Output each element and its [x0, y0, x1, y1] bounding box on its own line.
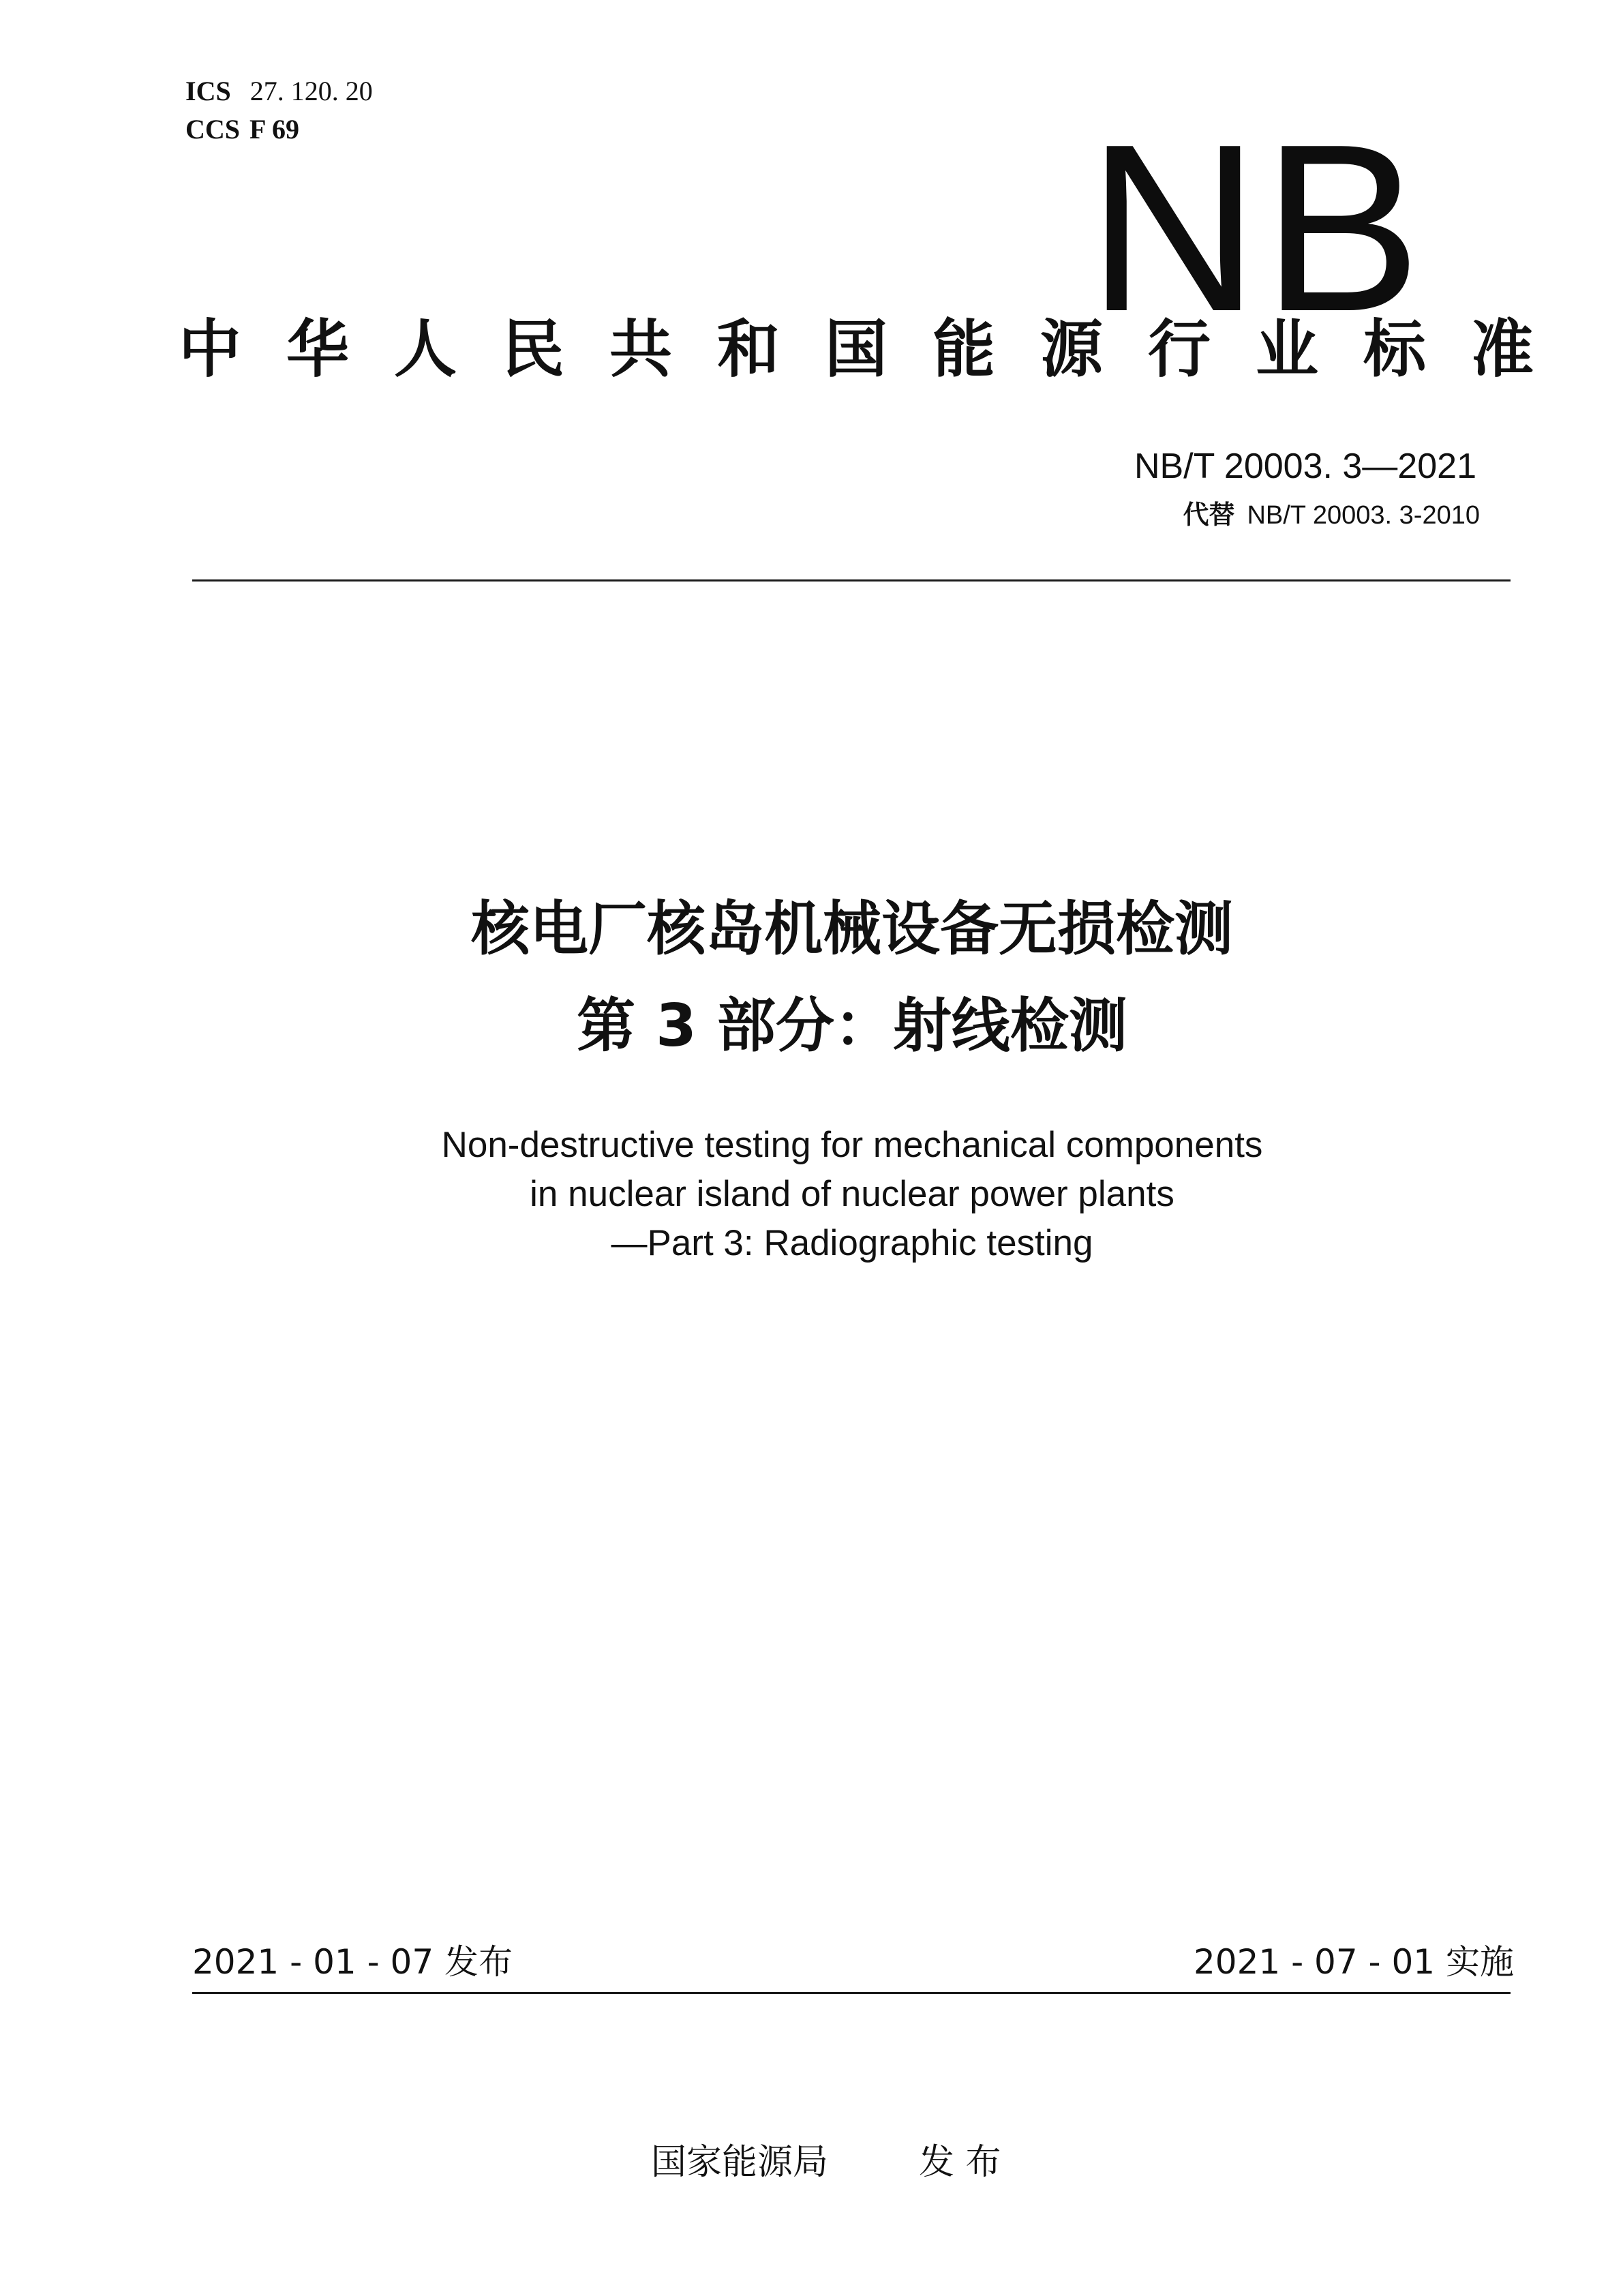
header-divider [192, 579, 1511, 581]
title-cn-line1-text: 核电厂核岛机械设备无损检测 [471, 895, 1233, 963]
title-cn-line2 [0, 988, 1623, 1063]
footer-divider [192, 1992, 1511, 1994]
replaces-label: 代替 [1183, 500, 1235, 530]
standard-number: NB/T 20003. 3—2021 [1134, 447, 1476, 486]
nb-logo: NB [1087, 95, 1425, 361]
replaces-number: NB/T 20003. 3-2010 [1247, 501, 1480, 530]
ccs-line [185, 113, 299, 146]
ccs-label: CCS [185, 114, 241, 145]
ccs-code: F 69 [249, 114, 299, 145]
replaces-line [1183, 499, 1480, 531]
org-title: 中华人民共和国能源行业标准 [179, 313, 1579, 386]
title-en-line3: —Part 3: Radiographic testing [611, 1223, 1093, 1263]
ics-line [185, 75, 373, 108]
issue-date: 2021 - 01 - 07 发布 [192, 1942, 513, 1982]
publisher-name: 国家能源局 [651, 2142, 829, 2183]
title-cn-line1 [0, 892, 1623, 967]
title-en-line1: Non-destructive testing for mechanical components [441, 1125, 1263, 1165]
title-en-line2: in nuclear island of nuclear power plants [530, 1174, 1174, 1214]
title-cn-line2-text: 第 3 部分：射线检测 [577, 992, 1127, 1060]
effective-date: 2021 - 07 - 01 实施 [1193, 1942, 1514, 1982]
ics-label: ICS [185, 76, 231, 106]
ics-code: 27. 120. 20 [249, 76, 373, 106]
publish-action: 发 布 [919, 2142, 1001, 2183]
